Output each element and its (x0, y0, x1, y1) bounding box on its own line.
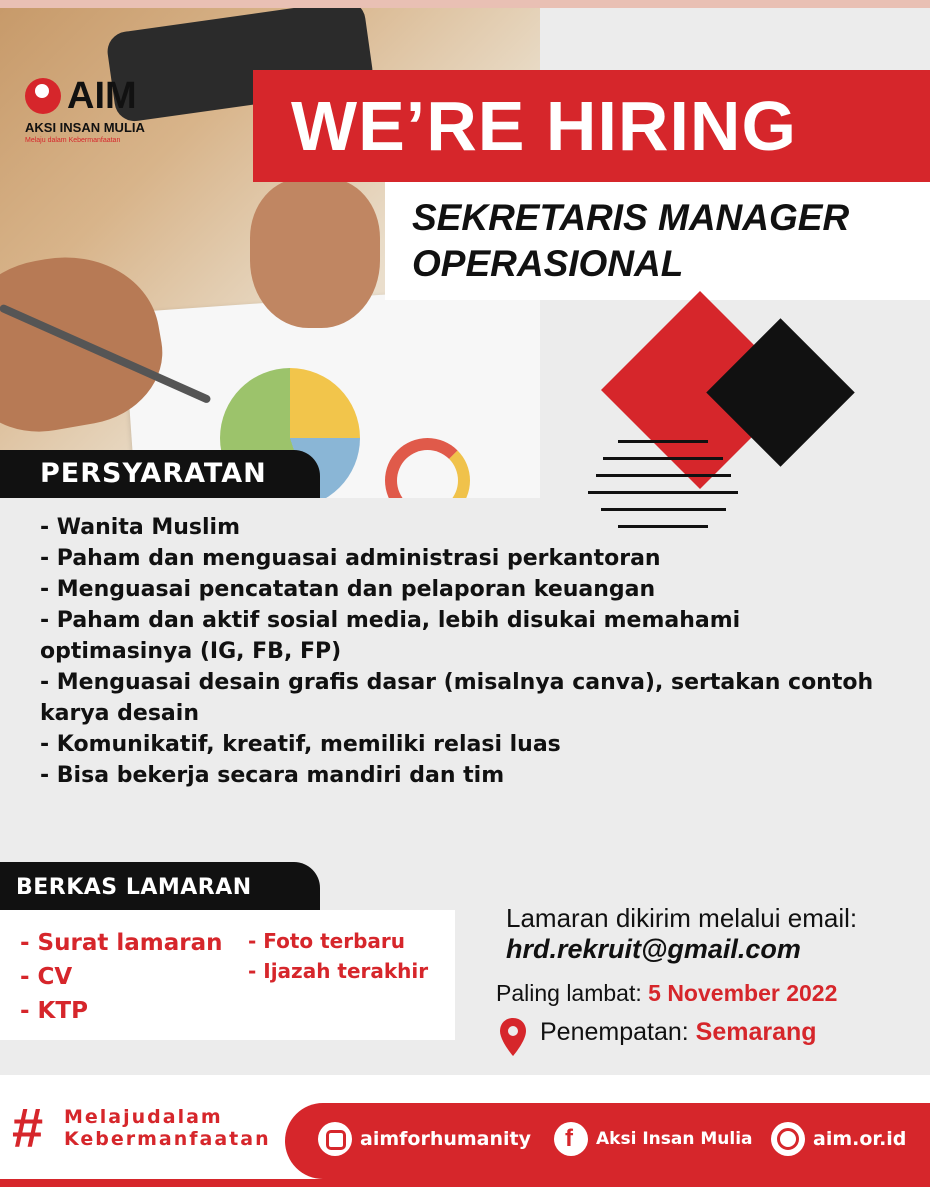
deadline (496, 980, 837, 1007)
brand-logo (25, 75, 145, 144)
stripe (596, 474, 731, 477)
list-item: - Surat lamaran (20, 930, 223, 956)
list-item: - Paham dan aktif sosial media, lebih disukai memahami optimasinya (IG, FB, FP) (40, 608, 741, 664)
brand-full-name: AKSI INSAN MULIA (25, 120, 145, 135)
documents-heading: BERKAS LAMARAN (0, 862, 320, 910)
brand-name: AIM (67, 75, 137, 117)
placement-city: Semarang (695, 1018, 817, 1046)
placement-label: Penempatan: (540, 1018, 689, 1046)
facebook-page: Aksi Insan Mulia (596, 1129, 753, 1149)
facebook-icon (554, 1122, 588, 1156)
website-link[interactable] (771, 1122, 906, 1156)
list-item: - Paham dan menguasai administrasi perkantoran (40, 546, 661, 571)
position-title (412, 195, 922, 287)
list-item: - Wanita Muslim (40, 515, 240, 540)
list-item: - Bisa bekerja secara mandiri dan tim (40, 763, 505, 788)
position-line-2: OPERASIONAL (412, 243, 684, 284)
website-url: aim.or.id (813, 1128, 907, 1150)
facebook-link[interactable] (554, 1122, 753, 1156)
documents-column-2 (248, 926, 428, 986)
photo-hand (250, 178, 380, 328)
hiring-banner: WE’RE HIRING (253, 70, 930, 182)
requirements-heading: PERSYARATAN (0, 450, 320, 498)
hashtag (64, 1106, 271, 1150)
email-instruction: Lamaran dikirim melalui email: (506, 903, 858, 933)
stripe (601, 508, 726, 511)
list-item: - Menguasai desain grafis dasar (misalnya canva), sertakan contoh karya desain (40, 670, 874, 726)
list-item: - CV (20, 964, 73, 990)
deadline-label: Paling lambat: (496, 980, 642, 1006)
bottom-accent-bar (0, 1179, 930, 1187)
list-item: - Ijazah terakhir (248, 959, 429, 983)
deadline-date: 5 November 2022 (648, 980, 838, 1006)
list-item: - Menguasai pencatatan dan pelaporan keuangan (40, 577, 656, 602)
hashtag-line-2: Kebermanfaatan (64, 1128, 271, 1150)
list-item: - KTP (20, 998, 88, 1024)
instagram-icon (318, 1122, 352, 1156)
location-pin-icon (500, 1018, 526, 1056)
placement (540, 1018, 817, 1047)
globe-icon (771, 1122, 805, 1156)
instagram-link[interactable] (318, 1122, 531, 1156)
position-line-1: SEKRETARIS MANAGER (412, 197, 850, 238)
hashtag-icon: # (12, 1096, 44, 1159)
list-item: - Foto terbaru (248, 929, 406, 953)
top-accent-bar (0, 0, 930, 8)
documents-column-1 (20, 926, 223, 1028)
brand-tagline: Melaju dalam Kebermanfaatan (25, 137, 121, 144)
email-address[interactable]: hrd.rekruit@gmail.com (506, 934, 801, 964)
stripe (618, 440, 708, 443)
aim-logo-icon (25, 78, 61, 114)
instagram-handle: aimforhumanity (360, 1128, 531, 1150)
hashtag-line-1: Melajudalam (64, 1106, 223, 1128)
stripe (603, 457, 723, 460)
stripe (588, 491, 738, 494)
requirements-list (40, 512, 900, 791)
list-item: - Komunikatif, kreatif, memiliki relasi luas (40, 732, 561, 757)
